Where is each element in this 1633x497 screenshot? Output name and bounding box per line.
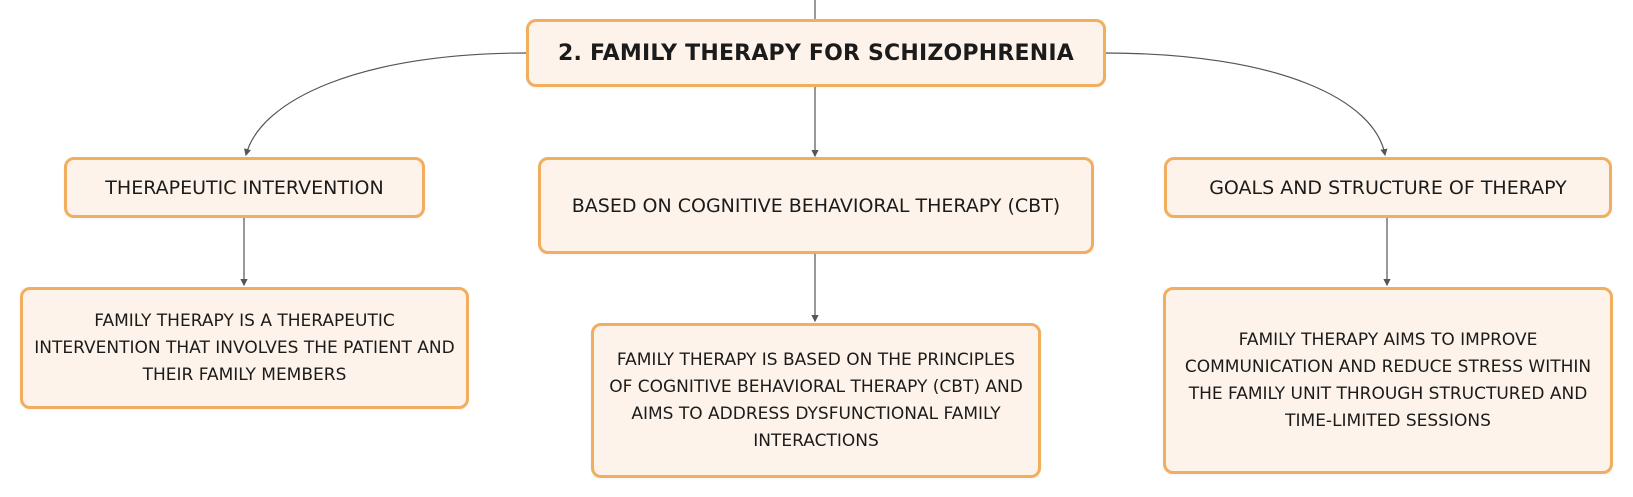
detail-node-therapeutic-intervention[interactable]	[20, 287, 469, 409]
connector-root-to-branch-3	[1104, 53, 1385, 155]
detail-node-cbt[interactable]	[591, 323, 1041, 478]
root-node[interactable]	[526, 19, 1106, 87]
detail-node-goals-structure[interactable]	[1163, 287, 1613, 474]
branch-node-label: BASED ON COGNITIVE BEHAVIORAL THERAPY (CBT)	[571, 194, 1061, 217]
branch-node-goals-structure[interactable]	[1164, 157, 1612, 218]
branch-node-label: THERAPEUTIC INTERVENTION	[105, 176, 384, 199]
detail-node-text: FAMILY THERAPY IS BASED ON THE PRINCIPLES OF COGNITIVE BEHAVIORAL THERAPY (CBT) AND AIMS TO ADDRESS DYSFUNCTIONAL FAMILY INTERACTIONS	[609, 349, 1023, 451]
connector-root-to-branch-1	[246, 53, 526, 155]
branch-node-label: GOALS AND STRUCTURE OF THERAPY	[1209, 176, 1567, 199]
branch-node-therapeutic-intervention[interactable]	[64, 157, 425, 218]
branch-node-cbt[interactable]	[538, 157, 1094, 254]
detail-node-text: FAMILY THERAPY AIMS TO IMPROVE COMMUNICATION AND REDUCE STRESS WITHIN THE FAMILY UNIT THROUGH STRUCTURED AND TIME-LIMITED SESSIONS	[1184, 329, 1592, 431]
detail-node-text: FAMILY THERAPY IS A THERAPEUTIC INTERVENTION THAT INVOLVES THE PATIENT AND THEIR FAMILY MEMBERS	[34, 310, 455, 385]
root-node-label: 2. FAMILY THERAPY FOR SCHIZOPHRENIA	[558, 40, 1074, 66]
